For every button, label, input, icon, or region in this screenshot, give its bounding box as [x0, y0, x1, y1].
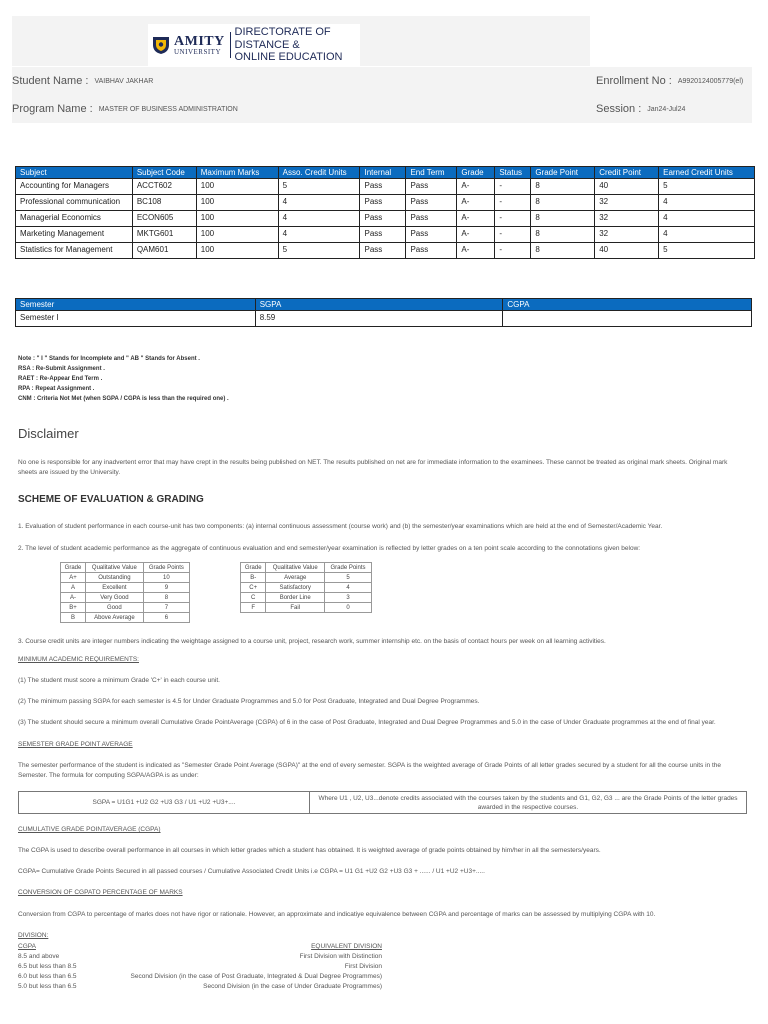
marks-header-cell: Maximum Marks — [196, 167, 278, 179]
sgpa-header-cell: SGPA — [255, 299, 503, 311]
division-equivalent: First Division with Distinction — [299, 953, 382, 960]
marks-cell: Pass — [406, 211, 457, 227]
division-row — [18, 962, 382, 972]
grade-cell: A+ — [61, 573, 86, 583]
student-name-row — [12, 67, 752, 95]
marks-cell: Managerial Economics — [16, 211, 133, 227]
marks-cell: Pass — [360, 243, 406, 259]
grade-header-cell: Grade — [61, 563, 86, 573]
grade-table-left — [60, 562, 190, 623]
conversion-title: CONVERSION OF CGPATO PERCENTAGE OF MARKS — [18, 889, 183, 896]
marks-cell: A- — [457, 227, 495, 243]
note-line: Note : " I " Stands for Incomplete and " AB " Stands for Absent . — [18, 356, 200, 362]
marks-table — [15, 166, 755, 259]
division-cgpa: 6.0 but less than 6.5 — [18, 973, 77, 980]
grade-row — [61, 603, 190, 613]
scheme-paragraph-3: 3. Course credit units are integer numbers indicating the weightage assigned to a course unit, project, research work, summer internship etc. on the basis of contact hours per week on all learning activities. — [18, 638, 606, 645]
sgpa-table-header — [16, 299, 752, 311]
program-row — [12, 95, 752, 123]
sgpa-header-cell: CGPA — [503, 299, 752, 311]
marks-cell: 100 — [196, 243, 278, 259]
division-equivalent: Second Division (in the case of Under Graduate Programmes) — [203, 983, 382, 990]
scheme-title: SCHEME OF EVALUATION & GRADING — [18, 494, 204, 505]
grade-cell: Average — [266, 573, 325, 583]
marks-header-cell: End Term — [406, 167, 457, 179]
min-requirement-3: (3) The student should secure a minimum overall Cumulative Grade PointAverage (CGPA) of 6 in the case of Post Graduate, Integrated and Dual Degree Programmes and 5.0 in the case of Under Graduate programmes at the end of final year. — [18, 719, 716, 726]
division-equivalent: Second Division (in the case of Post Graduate, Integrated & Dual Degree Programmes) — [130, 973, 382, 980]
division-title: DIVISION: — [18, 932, 49, 939]
marks-table-row — [16, 179, 755, 195]
grade-cell: 0 — [325, 603, 372, 613]
marks-cell: 5 — [659, 243, 755, 259]
marks-cell: ECON605 — [132, 211, 196, 227]
marks-cell: Professional communication — [16, 195, 133, 211]
grade-header-cell: Grade Points — [143, 563, 189, 573]
marks-cell: QAM601 — [132, 243, 196, 259]
marks-header-cell: Credit Point — [595, 167, 659, 179]
grade-cell: Satisfactory — [266, 583, 325, 593]
division-equivalent-header: EQUIVALENT DIVISION — [311, 943, 382, 950]
sgpa-formula: SGPA = U1G1 +U2 G2 +U3 G3 / U1 +U2 +U3+.... — [92, 799, 236, 806]
grade-cell: Fail — [266, 603, 325, 613]
grade-cell: Above Average — [86, 613, 144, 623]
marks-cell: - — [495, 227, 531, 243]
marks-cell: Statistics for Management — [16, 243, 133, 259]
marks-cell: Marketing Management — [16, 227, 133, 243]
grade-cell: 4 — [325, 583, 372, 593]
division-row — [18, 952, 382, 962]
student-name-value: VAIBHAV JAKHAR — [94, 77, 154, 85]
grade-cell: C+ — [241, 583, 266, 593]
marks-cell: BC108 — [132, 195, 196, 211]
marks-header-cell: Internal — [360, 167, 406, 179]
marks-cell: 100 — [196, 195, 278, 211]
marks-cell: 8 — [531, 211, 595, 227]
marks-cell: 4 — [278, 195, 360, 211]
grade-cell: Good — [86, 603, 144, 613]
grade-cell: 9 — [143, 583, 189, 593]
min-requirement-1: (1) The student must score a minimum Grade 'C+' in each course unit. — [18, 677, 220, 684]
grade-cell: C — [241, 593, 266, 603]
marks-cell: 8 — [531, 243, 595, 259]
marks-cell: ACCT602 — [132, 179, 196, 195]
grade-cell: A- — [61, 593, 86, 603]
grade-cell: F — [241, 603, 266, 613]
marks-cell: 8 — [531, 179, 595, 195]
marks-cell: Pass — [406, 227, 457, 243]
grade-cell: Excellent — [86, 583, 144, 593]
grade-row — [241, 593, 372, 603]
marks-cell: 100 — [196, 211, 278, 227]
marks-cell: MKTG601 — [132, 227, 196, 243]
cgpa-section-text-1: The CGPA is used to describe overall performance in all courses in which letter grades which a student has obtained. It is weighted average of grade points obtained by him/her in all the semesters/years. — [18, 847, 601, 854]
scheme-paragraph-1: 1. Evaluation of student performance in each course-unit has two components: (a) internal continuous assessment (course work) and (b) the semester/year examinations which are held at the end of Semester/Academic Year. — [18, 523, 663, 530]
grade-cell: A — [61, 583, 86, 593]
marks-cell: Pass — [406, 195, 457, 211]
grade-cell: 8 — [143, 593, 189, 603]
sgpa-cell: Semester I — [16, 311, 256, 327]
division-row — [18, 972, 382, 982]
marks-cell: 5 — [659, 179, 755, 195]
cgpa-section-text-2: CGPA= Cumulative Grade Points Secured in all passed courses / Cumulative Associated Credit Units i.e CGPA = U1 G1 +U2 G2 +U3 G3 + ...... / U1 +U2 +U3+..... — [18, 868, 485, 875]
marks-cell: 32 — [595, 227, 659, 243]
marks-cell: 40 — [595, 243, 659, 259]
marks-header-cell: Subject Code — [132, 167, 196, 179]
division-row — [18, 982, 382, 992]
marks-cell: - — [495, 179, 531, 195]
marks-header-cell: Grade — [457, 167, 495, 179]
division-equivalent: First Division — [344, 963, 382, 970]
note-line: CNM : Criteria Not Met (when SGPA / CGPA is less than the required one) . — [18, 396, 229, 402]
session-label: Session : — [596, 103, 642, 115]
grade-cell: 6 — [143, 613, 189, 623]
marks-cell: 4 — [659, 211, 755, 227]
marks-cell: 32 — [595, 195, 659, 211]
marks-header-cell: Asso. Credit Units — [278, 167, 360, 179]
marks-cell: Pass — [360, 211, 406, 227]
marks-cell: 32 — [595, 211, 659, 227]
marks-cell: A- — [457, 211, 495, 227]
marks-header-cell: Grade Point — [531, 167, 595, 179]
logo-directorate-text: DIRECTORATE OF DISTANCE & ONLINE EDUCATION — [234, 26, 343, 64]
marks-cell: 5 — [278, 179, 360, 195]
grade-header-cell: Grade — [241, 563, 266, 573]
amity-crest-icon — [152, 35, 170, 55]
marks-cell: Pass — [360, 227, 406, 243]
grade-cell: 3 — [325, 593, 372, 603]
sgpa-cell — [503, 311, 752, 327]
marks-header-cell: Subject — [16, 167, 133, 179]
marks-cell: 5 — [278, 243, 360, 259]
student-name-label: Student Name : — [12, 75, 89, 87]
marks-table-row — [16, 227, 755, 243]
program-value: MASTER OF BUSINESS ADMINISTRATION — [98, 105, 238, 113]
enrollment-label: Enrollment No : — [596, 75, 672, 87]
program-label: Program Name : — [12, 103, 93, 115]
abbreviation-notes — [18, 354, 229, 404]
marks-cell: - — [495, 243, 531, 259]
marks-table-row — [16, 211, 755, 227]
sgpa-section-title: SEMESTER GRADE POINT AVERAGE — [18, 741, 133, 748]
division-cgpa: 6.5 but less than 8.5 — [18, 963, 77, 970]
marks-cell: 40 — [595, 179, 659, 195]
amity-logo — [148, 24, 360, 66]
division-list — [18, 942, 382, 992]
disclaimer-text: No one is responsible for any inadvertent error that may have crept in the results being published on NET. The results published on net are for immediate information to the examinees. These cannot be treated as original mark sheets. Original mark sheets are issued by the University. — [18, 459, 728, 476]
grade-cell: 7 — [143, 603, 189, 613]
note-line: RSA : Re-Submit Assignment . — [18, 366, 105, 372]
grade-row — [241, 573, 372, 583]
marks-cell: - — [495, 195, 531, 211]
marks-table-row — [16, 243, 755, 259]
grade-header-cell: Grade Points — [325, 563, 372, 573]
marks-table-row — [16, 195, 755, 211]
sgpa-table — [15, 298, 752, 327]
grade-cell: B — [61, 613, 86, 623]
marks-cell: 8 — [531, 195, 595, 211]
session-value: Jan24-Jul24 — [647, 105, 686, 113]
marks-header-cell: Status — [495, 167, 531, 179]
marks-cell: 4 — [278, 227, 360, 243]
cgpa-section-title: CUMULATIVE GRADE POINTAVERAGE (CGPA) — [18, 826, 161, 833]
marks-cell: Pass — [360, 195, 406, 211]
enrollment-value: A9920124005779(el) — [677, 77, 744, 85]
logo-wordmark: AMITY UNIVERSITY — [174, 33, 225, 56]
marks-cell: 100 — [196, 227, 278, 243]
marks-cell: 100 — [196, 179, 278, 195]
marks-cell: Pass — [406, 179, 457, 195]
marks-cell: Pass — [360, 179, 406, 195]
grade-row — [61, 593, 190, 603]
sgpa-formula-note-box — [309, 791, 747, 814]
sgpa-formula-box — [18, 791, 310, 814]
marks-cell: A- — [457, 243, 495, 259]
marks-cell: - — [495, 211, 531, 227]
marks-cell: A- — [457, 195, 495, 211]
division-cgpa: 8.5 and above — [18, 953, 60, 960]
marks-header-cell: Earned Credit Units — [659, 167, 755, 179]
header-right-panel — [590, 16, 752, 66]
sgpa-formula-note: Where U1 , U2, U3...denote credits associated with the courses taken by the students and G1, G2, G3 ... are the Grade Points of the letter grades awarded in the respective courses. — [318, 794, 738, 811]
min-requirement-2: (2) The minimum passing SGPA for each semester is 4.5 for Under Graduate Programmes and 5.0 for Post Graduate, Integrated and Dual Degree Programmes. — [18, 698, 480, 705]
grade-cell: B- — [241, 573, 266, 583]
grade-header-cell: Qualitative Value — [86, 563, 144, 573]
grade-header-row — [241, 563, 372, 573]
grade-header-cell: Qualitative Value — [266, 563, 325, 573]
grade-row — [241, 603, 372, 613]
sgpa-cell: 8.59 — [255, 311, 503, 327]
division-header-row — [18, 942, 382, 952]
note-line: RPA : Repeat Assignment . — [18, 386, 95, 392]
grade-cell: B+ — [61, 603, 86, 613]
sgpa-header-cell: Semester — [16, 299, 256, 311]
min-requirements-title: MINIMUM ACADEMIC REQUIREMENTS: — [18, 656, 139, 663]
grade-cell: Very Good — [86, 593, 144, 603]
sgpa-table-row — [16, 311, 752, 327]
division-cgpa: 5.0 but less than 6.5 — [18, 983, 77, 990]
marks-cell: 8 — [531, 227, 595, 243]
grade-header-row — [61, 563, 190, 573]
marks-cell: A- — [457, 179, 495, 195]
marks-cell: 4 — [659, 227, 755, 243]
grade-cell: Border Line — [266, 593, 325, 603]
grade-cell: 10 — [143, 573, 189, 583]
marks-cell: 4 — [278, 211, 360, 227]
sgpa-section-text: The semester performance of the student is indicated as "Semester Grade Point Average (SGPA)" at the end of every semester. SGPA is the weighted average of Grade Points of all letter grades secured by a student for all the course units in the Semester. The formula for computing SGPA/AGPA is as under: — [18, 762, 722, 779]
grade-row — [241, 583, 372, 593]
grade-table-right — [240, 562, 372, 613]
scheme-paragraph-2: 2. The level of student academic performance as the aggregate of continuous evaluation and end semester/year examination is reflected by letter grades on a ten point scale according to the connotations given below: — [18, 545, 641, 552]
note-line: RAET : Re-Appear End Term . — [18, 376, 103, 382]
marks-cell: Accounting for Managers — [16, 179, 133, 195]
grade-row — [61, 613, 190, 623]
logo-divider — [230, 32, 231, 58]
division-cgpa-header: CGPA — [18, 943, 36, 950]
marks-cell: Pass — [406, 243, 457, 259]
grade-cell: 5 — [325, 573, 372, 583]
marks-cell: 4 — [659, 195, 755, 211]
grade-row — [61, 583, 190, 593]
grade-row — [61, 573, 190, 583]
conversion-text: Conversion from CGPA to percentage of marks does not have rigor or rationale. However, an approximate and indicatiye equivalence between CGPA and percentage of marks can be assessed by multiplying CGPA with 10. — [18, 911, 656, 918]
marks-table-header — [16, 167, 755, 179]
disclaimer-title: Disclaimer — [18, 426, 79, 441]
grade-cell: Outstanding — [86, 573, 144, 583]
